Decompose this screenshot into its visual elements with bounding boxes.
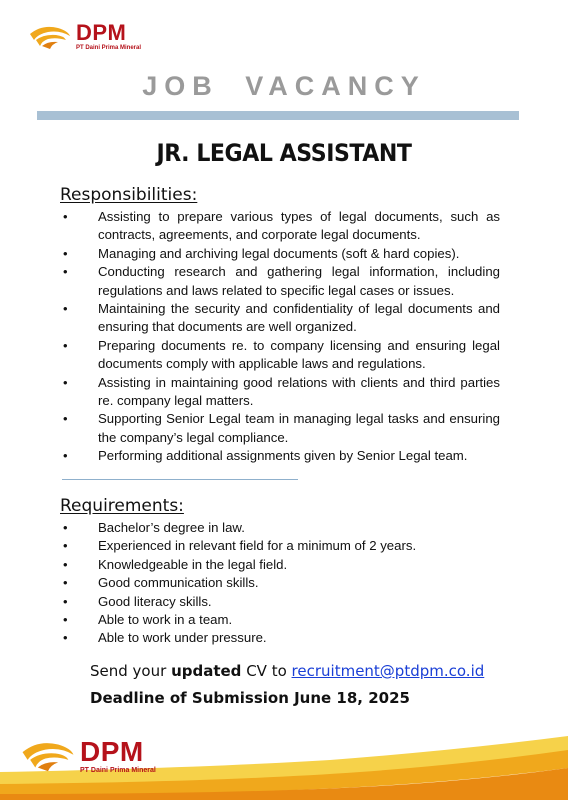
- list-item: • Conducting research and gathering legal information, including regulations and laws related to specific legal cases or issues.: [0, 263, 500, 300]
- deadline: Deadline of Submission June 18, 2025: [90, 689, 410, 707]
- logo-name: DPM: [76, 20, 127, 45]
- send-mid: CV to: [246, 662, 287, 680]
- responsibilities-heading: Responsibilities:: [60, 185, 198, 205]
- requirements-heading: Requirements:: [60, 496, 184, 516]
- header-bar: [37, 111, 519, 120]
- list-item: • Knowledgeable in the legal field.: [0, 556, 500, 574]
- list-item: • Good communication skills.: [0, 574, 500, 592]
- send-cv-line: [90, 662, 484, 680]
- job-title: JR. LEGAL ASSISTANT: [156, 139, 412, 167]
- logo-name: DPM: [80, 736, 144, 767]
- list-item: • Preparing documents re. to company licensing and ensuring legal documents comply with applicable laws and regulations.: [0, 337, 500, 374]
- send-bold: updated: [171, 662, 242, 680]
- page-title: JOB VACANCY: [142, 71, 426, 101]
- logo-subtitle: PT Daini Prima Mineral: [80, 767, 156, 774]
- requirements-list: [0, 519, 500, 648]
- list-item: • Managing and archiving legal documents (soft & hard copies).: [0, 245, 500, 263]
- dpm-swoosh-logo-icon: [28, 24, 72, 50]
- list-item: • Able to work under pressure.: [0, 629, 500, 647]
- list-item: • Assisting to prepare various types of legal documents, such as contracts, agreements, and corporate legal documents.: [0, 208, 500, 245]
- list-item: • Experienced in relevant field for a minimum of 2 years.: [0, 537, 500, 555]
- dpm-swoosh-logo-icon: [20, 739, 76, 773]
- list-item: • Assisting in maintaining good relations with clients and third parties re. company legal matters.: [0, 374, 500, 411]
- list-item: • Good literacy skills.: [0, 593, 500, 611]
- list-item: • Bachelor’s degree in law.: [0, 519, 500, 537]
- email-link[interactable]: recruitment@ptdpm.co.id: [291, 662, 485, 680]
- list-item: • Supporting Senior Legal team in managing legal tasks and ensuring the company’s legal compliance.: [0, 410, 500, 447]
- send-prefix: Send your: [90, 662, 167, 680]
- list-item: • Able to work in a team.: [0, 611, 500, 629]
- responsibilities-list: [0, 208, 500, 466]
- logo-subtitle: PT Daini Prima Mineral: [76, 45, 142, 51]
- company-logo-top: [28, 22, 141, 51]
- list-item: • Maintaining the security and confidentiality of legal documents and ensuring that documents are well organized.: [0, 300, 500, 337]
- list-item: • Performing additional assignments given by Senior Legal team.: [0, 447, 500, 465]
- company-logo-bottom: [20, 738, 156, 774]
- section-divider: [62, 479, 298, 480]
